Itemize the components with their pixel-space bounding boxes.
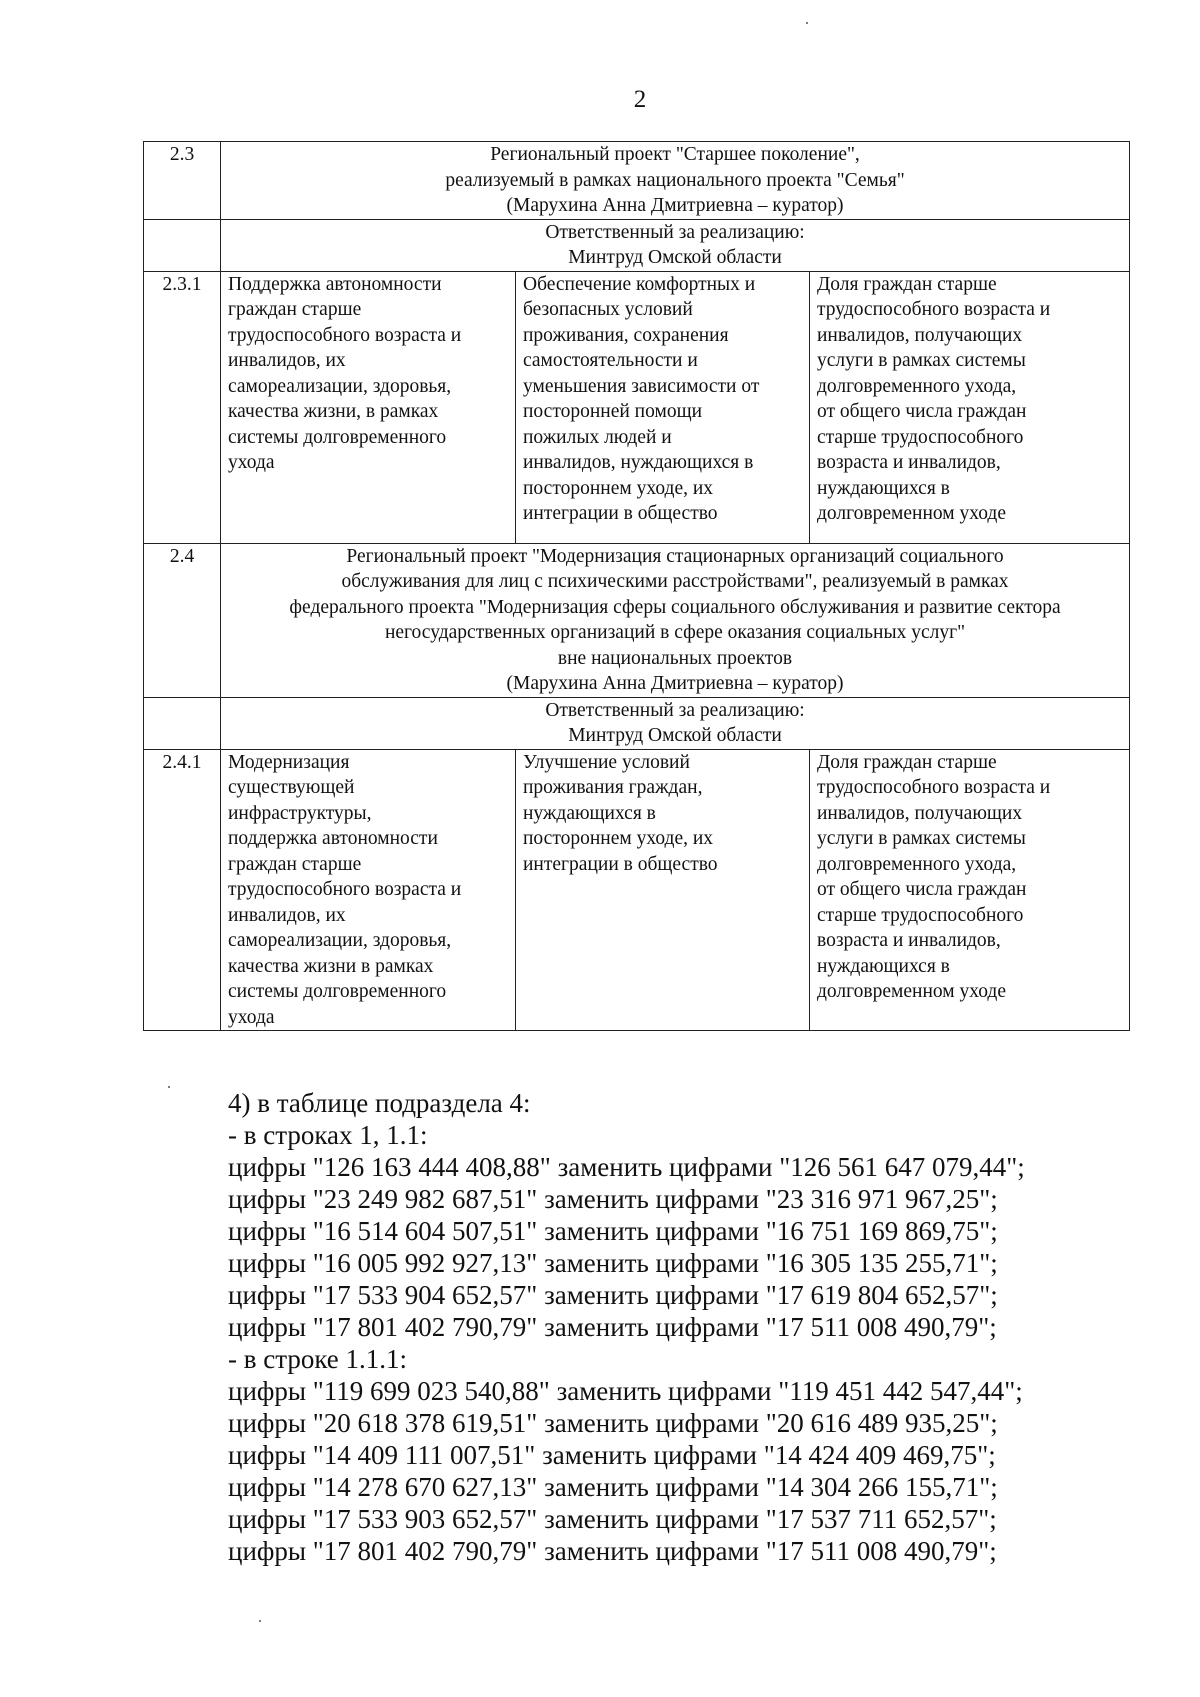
cell-text-line: самостоятельности и: [523, 350, 698, 371]
project-title-cell: [221, 543, 1130, 697]
amendment-line: цифры "17 533 904 652,57" заменить цифрами "17 619 804 652,57";: [228, 1280, 998, 1310]
cell-text-line: проживания граждан,: [523, 777, 703, 798]
task-cell: [516, 749, 810, 1031]
row-number: 2.4: [144, 543, 221, 697]
cell-text-line: Обеспечение комфортных и: [523, 273, 756, 295]
cell-text-line: качества жизни в рамках: [228, 955, 434, 977]
cell-text-line: инвалидов, их: [228, 350, 346, 371]
cell-text-line: возраста и инвалидов,: [817, 930, 1001, 951]
indicator-cell: [810, 749, 1130, 1031]
cell-text-line: уменьшения зависимости от: [523, 375, 760, 397]
cell-text-line: старше трудоспособного: [817, 904, 1024, 926]
cell-text-line: инвалидов, их: [228, 904, 346, 926]
cell-text-line: постороннем уходе, их: [523, 828, 714, 849]
cell-text-line: посторонней помощи: [523, 401, 703, 422]
page-number: 2: [633, 86, 647, 113]
cell-text-line: нуждающихся в: [817, 955, 950, 977]
cell-text-line: негосударственных организаций в сфере оказания социальных услуг": [384, 622, 966, 643]
amendments-text: [228, 1087, 1025, 1567]
amendment-line: цифры "17 533 903 652,57" заменить цифрами "17 537 711 652,57";: [228, 1504, 997, 1534]
program-table: [143, 141, 1130, 1031]
amendment-line: цифры "16 005 992 927,13" заменить цифрами "16 305 135 255,71";: [228, 1248, 998, 1278]
amendment-line: - в строке 1.1.1:: [228, 1344, 408, 1374]
cell-text-line: системы долговременного: [228, 426, 447, 448]
scan-speck: [806, 22, 808, 24]
cell-text-line: качества жизни, в рамках: [228, 401, 439, 422]
amendment-line: цифры "16 514 604 507,51" заменить цифрами "16 751 169 869,75";: [228, 1216, 998, 1246]
cell-text-line: безопасных условий: [523, 299, 693, 320]
row-number: 2.4.1: [144, 749, 221, 1031]
cell-text-line: Минтруд Омской области: [568, 247, 782, 268]
project-title-cell: [221, 142, 1130, 220]
cell-text-line: проживания, сохранения: [523, 324, 729, 346]
cell-text-line: Доля граждан старше: [817, 751, 997, 773]
goal-cell: [221, 271, 516, 543]
goal-cell: [221, 749, 516, 1031]
responsible-cell: [221, 219, 1130, 271]
cell-text-line: трудоспособного возраста и: [817, 299, 1051, 320]
cell-text-line: старше трудоспособного: [817, 426, 1024, 448]
cell-text-line: Доля граждан старше: [817, 273, 997, 295]
cell-text-line: от общего числа граждан: [817, 401, 1027, 422]
cell-text-line: вне национальных проектов: [557, 647, 793, 669]
cell-text-line: трудоспособного возраста и: [817, 777, 1051, 798]
cell-text-line: инвалидов, получающих: [817, 324, 1023, 346]
cell-text-line: от общего числа граждан: [817, 879, 1027, 900]
cell-text-line: интеграции в общество: [523, 503, 718, 524]
cell-text-line: инфраструктуры,: [228, 802, 372, 824]
cell-text-line: поддержка автономности: [228, 828, 438, 849]
row-number: 2.3: [144, 142, 221, 220]
cell-text-line: Минтруд Омской области: [568, 725, 782, 746]
cell-text-line: (Марухина Анна Дмитриевна – куратор): [506, 195, 844, 216]
cell-text-line: Ответственный за реализацию:: [545, 699, 805, 721]
cell-text-line: услуги в рамках системы: [817, 350, 1026, 371]
cell-text-line: Ответственный за реализацию:: [545, 221, 805, 243]
cell-text-line: инвалидов, получающих: [817, 802, 1023, 824]
cell-text-line: инвалидов, нуждающихся в: [523, 452, 754, 473]
amendment-line: цифры "119 699 023 540,88" заменить цифрами "119 451 442 547,44";: [228, 1376, 1023, 1406]
amendment-line: цифры "20 618 378 619,51" заменить цифрами "20 616 489 935,25";: [228, 1408, 998, 1438]
cell-text-line: долговременного ухода,: [817, 375, 1017, 397]
cell-text-line: федерального проекта "Модернизация сферы социального обслуживания и развитие сектора: [289, 596, 1061, 618]
cell-text-line: реализуемый в рамках национального проекта "Семья": [445, 169, 905, 191]
table-row: [144, 749, 1130, 1031]
cell-text-line: трудоспособного возраста и: [228, 324, 462, 346]
cell-text-line: интеграции в общество: [523, 853, 718, 875]
row-number: [144, 697, 221, 749]
cell-text-line: нуждающихся в: [817, 477, 950, 499]
scan-speck: [168, 1086, 170, 1088]
amendment-line: цифры "14 409 111 007,51" заменить цифрами "14 424 409 469,75";: [228, 1440, 996, 1470]
cell-text-line: Региональный проект "Модернизация стационарных организаций социального: [346, 545, 1004, 567]
cell-text-line: Модернизация: [228, 751, 350, 773]
cell-text-line: ухода: [228, 452, 275, 473]
cell-text-line: постороннем уходе, их: [523, 477, 714, 499]
cell-text-line: граждан старше: [228, 299, 362, 320]
cell-text-line: граждан старше: [228, 853, 362, 875]
table-row: [144, 271, 1130, 543]
table-row: [144, 142, 1130, 220]
cell-text-line: Региональный проект "Старшее поколение",: [490, 144, 860, 165]
amendment-line: цифры "23 249 982 687,51" заменить цифрами "23 316 971 967,25";: [228, 1184, 998, 1214]
cell-text-line: долговременном уходе: [817, 981, 1007, 1002]
amendment-line: 4) в таблице подраздела 4:: [228, 1088, 531, 1118]
amendment-line: - в строках 1, 1.1:: [228, 1120, 428, 1150]
cell-text-line: Улучшение условий: [523, 751, 690, 773]
amendment-line: цифры "17 801 402 790,79" заменить цифрами "17 511 008 490,79";: [228, 1312, 997, 1342]
scan-speck: [259, 1620, 261, 1622]
table-row: [144, 697, 1130, 749]
cell-text-line: обслуживания для лиц с психическими расстройствами", реализуемый в рамках: [341, 571, 1009, 592]
cell-text-line: долговременного ухода,: [817, 853, 1017, 875]
amendment-line: цифры "126 163 444 408,88" заменить цифрами "126 561 647 079,44";: [228, 1152, 1025, 1182]
amendment-line: цифры "14 278 670 627,13" заменить цифрами "14 304 266 155,71";: [228, 1472, 998, 1502]
task-cell: [516, 271, 810, 543]
responsible-cell: [221, 697, 1130, 749]
indicator-cell: [810, 271, 1130, 543]
cell-text-line: ухода: [228, 1006, 275, 1028]
cell-text-line: пожилых людей и: [523, 426, 672, 448]
cell-text-line: трудоспособного возраста и: [228, 879, 462, 900]
cell-text-line: возраста и инвалидов,: [817, 452, 1001, 473]
row-number: [144, 219, 221, 271]
amendment-line: цифры "17 801 402 790,79" заменить цифрами "17 511 008 490,79";: [228, 1536, 997, 1566]
cell-text-line: (Марухина Анна Дмитриевна – куратор): [506, 673, 844, 694]
table-row: [144, 219, 1130, 271]
cell-text-line: самореализации, здоровья,: [228, 375, 452, 397]
cell-text-line: Поддержка автономности: [228, 273, 442, 295]
table-row: [144, 543, 1130, 697]
row-number: 2.3.1: [144, 271, 221, 543]
cell-text-line: нуждающихся в: [523, 802, 656, 824]
cell-text-line: системы долговременного: [228, 981, 447, 1002]
cell-text-line: самореализации, здоровья,: [228, 930, 452, 951]
cell-text-line: долговременном уходе: [817, 503, 1007, 524]
cell-text-line: существующей: [228, 777, 355, 798]
cell-text-line: услуги в рамках системы: [817, 828, 1026, 849]
